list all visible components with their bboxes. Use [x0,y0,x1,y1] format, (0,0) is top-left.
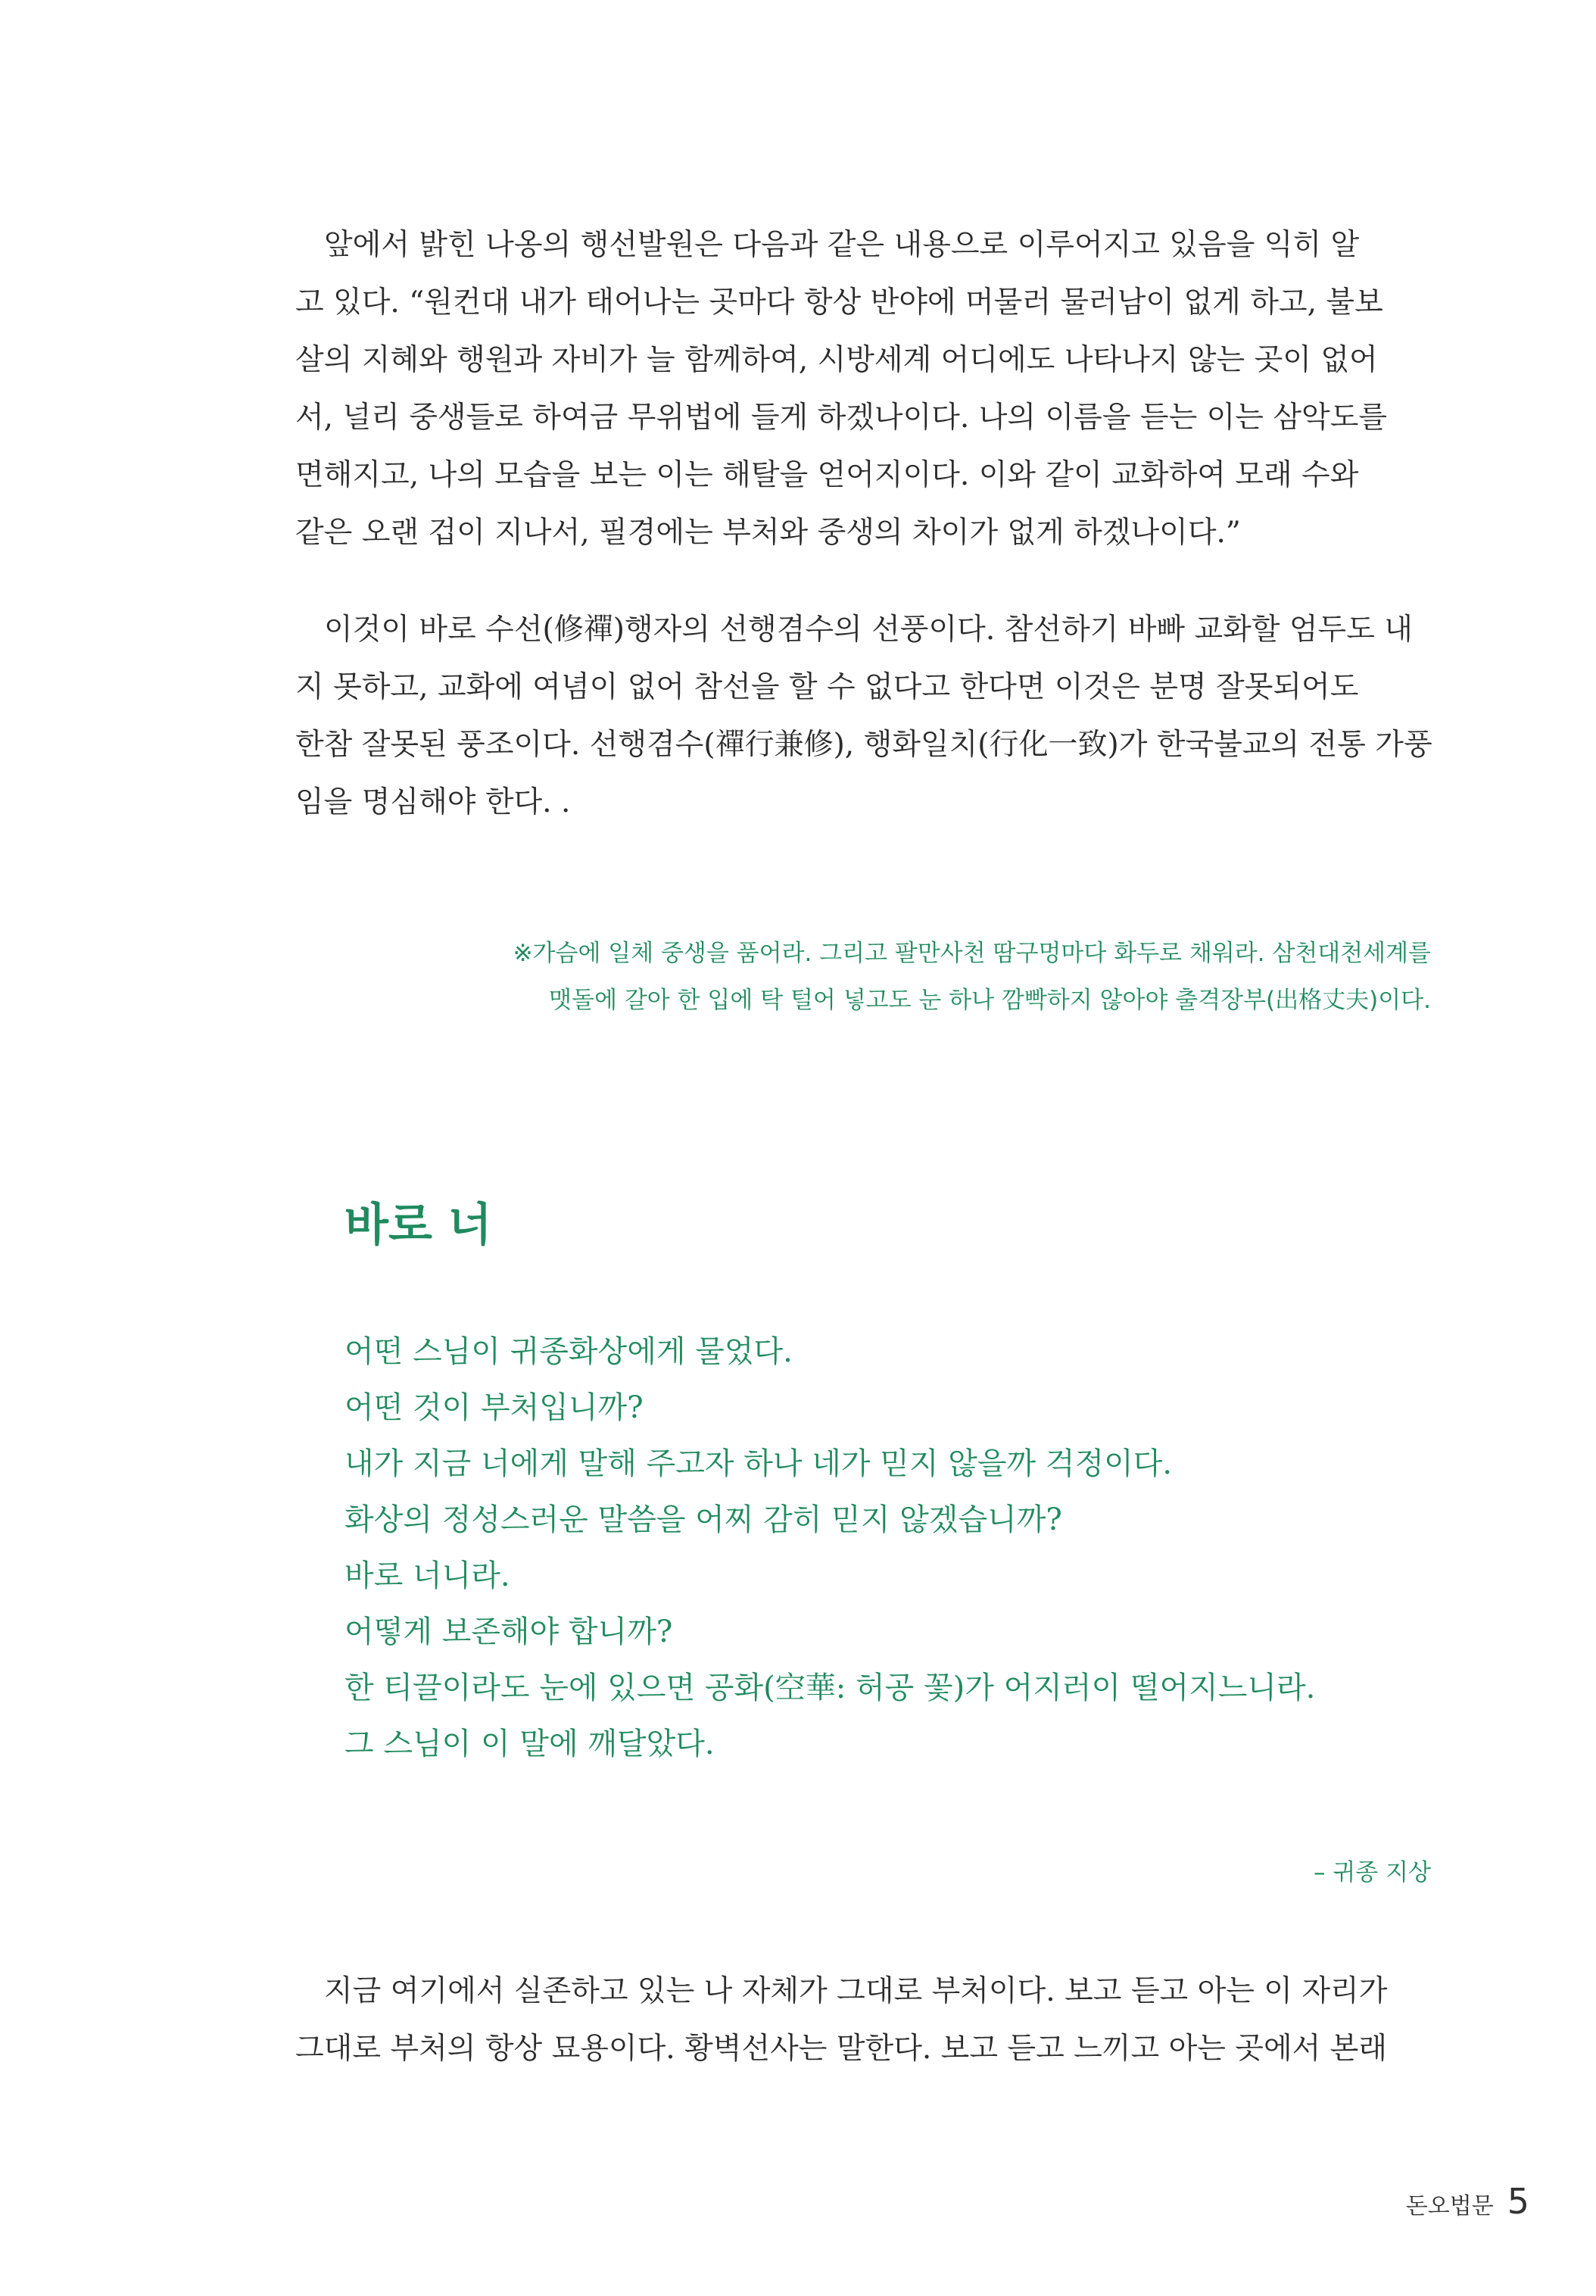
paragraph-line: 그대로 부처의 항상 묘용이다. 황벽선사는 말한다. 보고 듣고 느끼고 아는 곳에서 본래 [295,2032,1388,2066]
side-note [295,930,1431,1024]
paragraph-line: 지금 여기에서 실존하고 있는 나 자체가 그대로 부처이다. 보고 듣고 아는 이 자리가 [324,1974,1388,2008]
paragraph-line: 서, 널리 중생들로 하여금 무위법에 들게 하겠나이다. 나의 이름을 듣는 이는 삼악도를 [295,401,1388,435]
dialogue-line: 바로 너니라. [344,1558,510,1593]
page-footer [1406,2181,1529,2222]
dialogue-list [344,1324,1435,1772]
running-title: 돈오법문 [1405,2193,1494,2220]
note-line: ※가슴에 일체 중생을 품어라. 그리고 팔만사천 땀구멍마다 화두로 채워라. 삼천대천세계를 [513,940,1431,967]
page-number: 5 [1507,2181,1529,2222]
paragraph-line: 같은 오랜 겁이 지나서, 필경에는 부처와 중생의 차이가 없게 하겠나이다.” [295,516,1241,550]
dialogue-line: 내가 지금 너에게 말해 주고자 하나 네가 믿지 않을까 걱정이다. [344,1446,1173,1481]
paragraph-1 [295,217,1431,562]
paragraph-line: 한참 잘못된 풍조이다. 선행겸수(禪行兼修), 행화일치(行化一致)가 한국불교의 전통 가풍 [295,728,1432,762]
paragraph-line: 살의 지혜와 행원과 자비가 늘 함께하여, 시방세계 어디에도 나타나지 않는 곳이 없어 [295,343,1378,377]
dialogue-line: 한 티끌이라도 눈에 있으면 공화(空華: 허공 꽃)가 어지러이 떨어지느니라. [344,1671,1316,1705]
dialogue-line: 화상의 정성스러운 말씀을 어찌 감히 믿지 않겠습니까? [344,1502,1062,1537]
section-title: 바로 너 [344,1199,492,1252]
note-line: 맷돌에 갈아 한 입에 탁 털어 넣고도 눈 하나 깜빡하지 않아야 출격장부(出格丈夫)이다. [549,987,1431,1014]
paragraph-line: 이것이 바로 수선(修禪)행자의 선행겸수의 선풍이다. 참선하기 바빠 교화할 엄두도 내 [324,613,1413,647]
attribution: – 귀종 지상 [1314,1859,1431,1886]
dialogue-line: 어떤 것이 부처입니까? [344,1390,644,1425]
paragraph-line: 앞에서 밝힌 나옹의 행선발원은 다음과 같은 내용으로 이루어지고 있음을 익히 알 [324,228,1360,262]
dialogue-line: 그 스님이 이 말에 깨달았다. [344,1727,715,1761]
paragraph-line: 면해지고, 나의 모습을 보는 이는 해탈을 얻어지이다. 이와 같이 교화하여 모래 수와 [295,458,1359,492]
paragraph-line: 지 못하고, 교화에 여념이 없어 참선을 할 수 없다고 한다면 이것은 분명 잘못되어도 [295,670,1359,704]
dialogue-line: 어떻게 보존해야 합니까? [344,1614,673,1649]
paragraph-line: 임을 명심해야 한다. . [295,785,571,819]
dialogue-line: 어떤 스님이 귀종화상에게 물었다. [344,1334,793,1369]
paragraph-3 [295,1963,1431,2078]
paragraph-line: 고 있다. “원컨대 내가 태어나는 곳마다 항상 반야에 머물러 물러남이 없게 하고, 불보 [295,285,1383,320]
paragraph-2 [295,601,1431,831]
